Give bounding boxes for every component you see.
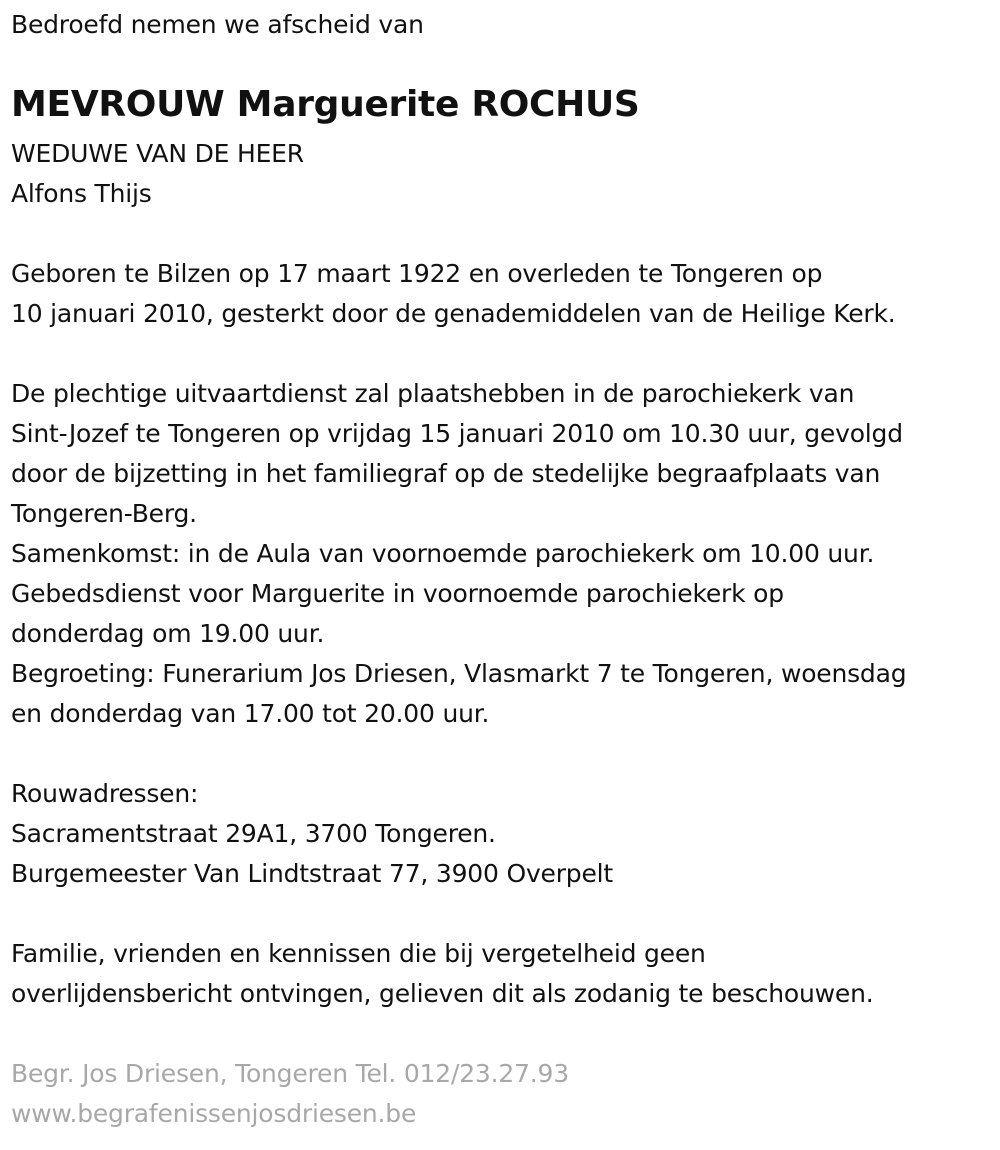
addresses-label: Rouwadressen: (11, 779, 199, 808)
deceased-name: MEVROUW Marguerite ROCHUS (11, 84, 640, 125)
intro-text: Bedroefd nemen we afscheid van (11, 10, 424, 39)
service-line: Sint-Jozef te Tongeren op vrijdag 15 januari 2010 om 10.30 uur, gevolgd (11, 419, 903, 448)
service-line: Samenkomst: in de Aula van voornoemde parochiekerk om 10.00 uur. (11, 539, 875, 568)
undertaker-website: www.begrafenissenjosdriesen.be (11, 1099, 417, 1128)
birth-death-paragraph (11, 254, 896, 334)
birth-death-line: Geboren te Bilzen op 17 maart 1922 en overleden te Tongeren op (11, 259, 823, 288)
service-line: door de bijzetting in het familiegraf op de stedelijke begraafplaats van (11, 459, 881, 488)
birth-death-line: 10 januari 2010, gesterkt door de genademiddelen van de Heilige Kerk. (11, 299, 896, 328)
closing-paragraph (11, 934, 874, 1014)
service-line: donderdag om 19.00 uur. (11, 619, 325, 648)
service-line: en donderdag van 17.00 tot 20.00 uur. (11, 699, 490, 728)
service-line: Begroeting: Funerarium Jos Driesen, Vlasmarkt 7 te Tongeren, woensdag (11, 659, 907, 688)
widow-of-label: WEDUWE VAN DE HEER (11, 139, 304, 168)
service-line: Gebedsdienst voor Marguerite in voornoemde parochiekerk op (11, 579, 784, 608)
widow-of-name: Alfons Thijs (11, 179, 152, 208)
closing-line: overlijdensbericht ontvingen, gelieven dit als zodanig te beschouwen. (11, 979, 874, 1008)
addresses-block (11, 774, 613, 894)
closing-line: Familie, vrienden en kennissen die bij vergetelheid geen (11, 939, 706, 968)
undertaker-footer (11, 1054, 569, 1134)
service-paragraph (11, 374, 906, 734)
widow-block (11, 134, 304, 214)
service-line: Tongeren-Berg. (11, 499, 197, 528)
address-line: Burgemeester Van Lindtstraat 77, 3900 Overpelt (11, 859, 613, 888)
undertaker-contact: Begr. Jos Driesen, Tongeren Tel. 012/23.27.93 (11, 1059, 569, 1088)
service-line: De plechtige uitvaartdienst zal plaatshebben in de parochiekerk van (11, 379, 855, 408)
address-line: Sacramentstraat 29A1, 3700 Tongeren. (11, 819, 496, 848)
